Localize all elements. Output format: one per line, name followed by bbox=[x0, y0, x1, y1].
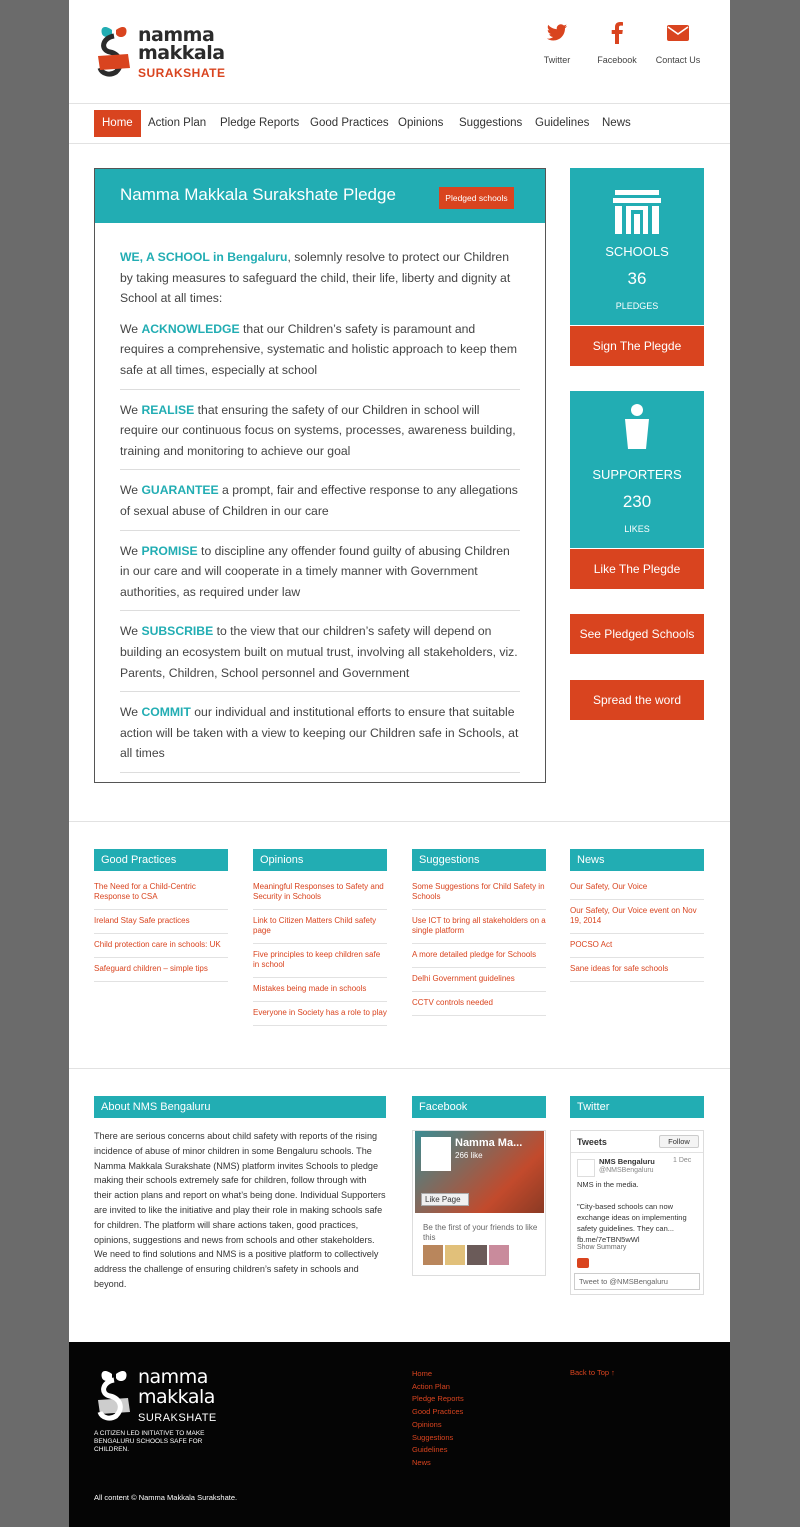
column-link[interactable]: Everyone in Society has a role to play bbox=[253, 1008, 387, 1026]
facebook-icon bbox=[611, 22, 623, 44]
nav-opinions[interactable]: Opinions bbox=[398, 117, 444, 129]
pledge-item-keyword: REALISE bbox=[141, 402, 195, 417]
tweet-text-body: "City-based schools can now exchange ideas on implementing safety guidelines. They can... fb.me/7eTBN5wWl bbox=[577, 1202, 687, 1244]
facebook-like-page-button[interactable]: Like Page bbox=[421, 1193, 469, 1206]
divider bbox=[69, 821, 730, 822]
column-link[interactable]: Use ICT to bring all stakeholders on a single platform bbox=[412, 916, 546, 944]
column-link[interactable]: A more detailed pledge for Schools bbox=[412, 950, 546, 968]
friend-avatar[interactable] bbox=[489, 1245, 509, 1265]
pledge-title: Namma Makkala Surakshate Pledge bbox=[120, 185, 396, 204]
pledge-item-keyword: SUBSCRIBE bbox=[141, 624, 214, 639]
nav-home[interactable]: Home bbox=[94, 110, 141, 137]
twitter-follow-button[interactable]: Follow bbox=[659, 1135, 699, 1148]
facebook-page-name[interactable]: Namma Ma... bbox=[455, 1137, 523, 1149]
column-link[interactable]: Mistakes being made in schools bbox=[253, 984, 387, 1002]
facebook-like-count: 266 like bbox=[455, 1151, 483, 1160]
twitter-section bbox=[570, 1096, 704, 1118]
page bbox=[69, 0, 730, 1527]
show-summary-link[interactable]: Show Summary bbox=[577, 1244, 627, 1251]
schools-stat-card bbox=[570, 168, 704, 325]
supporters-sub: LIKES bbox=[624, 524, 650, 534]
nav-guidelines[interactable]: Guidelines bbox=[535, 117, 590, 129]
pledge-item-text: that our Children’s safety is paramount and requires a comprehensive, systematic and holistic approach to keep them safe at all times, especially at school bbox=[120, 321, 517, 377]
supporters-label: SUPPORTERS bbox=[592, 467, 682, 482]
site-footer bbox=[69, 1342, 730, 1527]
pledge-intro bbox=[120, 247, 520, 309]
contact-us-link[interactable] bbox=[648, 22, 708, 68]
spread-the-word-button[interactable]: Spread the word bbox=[570, 680, 704, 720]
twitter-link-label: Twitter bbox=[543, 55, 571, 65]
pledge-item bbox=[120, 480, 520, 530]
footer-link-home[interactable]: Home bbox=[412, 1369, 433, 1378]
logo-line-2: makkala bbox=[138, 42, 225, 64]
news-column bbox=[570, 849, 704, 988]
footer-nav bbox=[412, 1368, 464, 1470]
column-link[interactable]: Sane ideas for safe schools bbox=[570, 964, 704, 982]
site-logo[interactable] bbox=[94, 20, 254, 84]
person-icon bbox=[622, 403, 652, 451]
pledge-item bbox=[120, 702, 520, 773]
footer-link-action-plan[interactable]: Action Plan bbox=[412, 1381, 450, 1391]
mail-icon bbox=[667, 22, 689, 44]
column-link[interactable]: The Need for a Child-Centric Response to CSA bbox=[94, 882, 228, 910]
footer-logo-line-3: SURAKSHATE bbox=[138, 1412, 217, 1424]
pledge-item bbox=[120, 621, 520, 692]
twitter-heading: Twitter bbox=[570, 1096, 704, 1118]
about-text: There are serious concerns about child safety with reports of the rising incidence of abuse of minor children in some Bengaluru schools. The Namma Makkala Surakshate (NMS) platform invites Schools to pledge making their schools extremely safe for children, follow through with their action plans and report on what’s being done. Individual Supporters are invited to like the initiative and play their role in making schools safe for children. The platform will share actions taken, good practices, opinions, suggestions and news from schools and other stakeholders. We need to find solutions and NMS is a positive platform to collectively address the challenge of ensuring children’s safety in schools and beyond. bbox=[94, 1131, 386, 1289]
column-heading: Opinions bbox=[253, 849, 387, 871]
tweet-author[interactable]: NMS Bengaluru bbox=[599, 1157, 655, 1166]
tweet-text-line: NMS in the media. bbox=[577, 1180, 639, 1189]
footer-logo-mark-icon bbox=[94, 1364, 134, 1428]
logo-line-3: SURAKSHATE bbox=[138, 66, 226, 80]
footer-link-news[interactable]: News bbox=[412, 1457, 431, 1467]
pledge-item-text: a prompt, fair and effective response to any allegations of sexual abuse of Children in our care bbox=[120, 483, 518, 518]
footer-logo-line-2: makkala bbox=[138, 1386, 215, 1408]
column-link[interactable]: Meaningful Responses to Safety and Security in Schools bbox=[253, 882, 387, 910]
contact-us-label: Contact Us bbox=[655, 55, 701, 65]
pledge-item-keyword: ACKNOWLEDGE bbox=[141, 321, 240, 336]
supporters-stat-card bbox=[570, 391, 704, 548]
footer-link-pledge-reports[interactable]: Pledge Reports bbox=[412, 1394, 464, 1404]
twitter-widget bbox=[570, 1130, 704, 1295]
pledge-item bbox=[120, 541, 520, 612]
column-heading: Good Practices bbox=[94, 849, 228, 871]
pledge-item-text: our individual and institutional efforts to ensure that suitable action will be taken with a view to keeping our Children safe in Schools, at all times bbox=[120, 705, 519, 761]
divider bbox=[571, 1152, 703, 1153]
schools-label: SCHOOLS bbox=[605, 244, 669, 259]
pledge-item-prefix: We bbox=[120, 624, 142, 639]
pledge-item-text: to the view that our children’s safety will depend on building an ecosystem built on mutual trust, involving all stakeholders, viz. Parents, Children, School personnel and Government bbox=[120, 624, 518, 680]
divider bbox=[69, 1068, 730, 1069]
pledge-body bbox=[120, 247, 520, 783]
column-link[interactable]: Ireland Stay Safe practices bbox=[94, 916, 228, 934]
like-pledge-button[interactable]: Like The Plegde bbox=[570, 549, 704, 589]
copyright-text: All content © Namma Makkala Surakshate. bbox=[94, 1493, 238, 1502]
about-section bbox=[94, 1096, 386, 1292]
pledge-item-text: to discipline any offender found guilty of abusing Children in our care and will cooperate in a timely manner with Government authorities, as required under law bbox=[120, 543, 510, 599]
pledge-panel bbox=[94, 168, 546, 783]
nav-pledge-reports[interactable]: Pledge Reports bbox=[220, 117, 300, 129]
pledge-item-prefix: We bbox=[120, 705, 142, 720]
tweet-to-input[interactable]: Tweet to @NMSBengaluru bbox=[574, 1273, 700, 1290]
column-link[interactable]: Delhi Government guidelines bbox=[412, 974, 546, 992]
schools-sub: PLEDGES bbox=[615, 301, 659, 311]
facebook-page-avatar bbox=[421, 1137, 451, 1171]
twitter-icon bbox=[546, 22, 568, 44]
logo-mark-icon bbox=[94, 20, 134, 84]
column-link[interactable]: Some Suggestions for Child Safety in Schools bbox=[412, 882, 546, 910]
main-nav bbox=[69, 104, 730, 144]
column-link[interactable]: CCTV controls needed bbox=[412, 998, 546, 1016]
pledge-item bbox=[120, 400, 520, 471]
nav-good-practices[interactable]: Good Practices bbox=[310, 117, 389, 129]
site-header bbox=[69, 0, 730, 104]
friend-avatar[interactable] bbox=[423, 1245, 443, 1265]
facebook-section bbox=[412, 1096, 546, 1118]
twitter-avatar[interactable] bbox=[577, 1159, 595, 1177]
facebook-friends-text: Be the first of your friends to like this bbox=[423, 1223, 538, 1242]
friend-avatar[interactable] bbox=[445, 1245, 465, 1265]
school-building-icon bbox=[613, 190, 661, 234]
pledged-schools-button[interactable]: Pledged schools bbox=[439, 187, 514, 209]
column-link[interactable]: Link to Citizen Matters Child safety page bbox=[253, 916, 387, 944]
about-heading: About NMS Bengaluru bbox=[94, 1096, 386, 1118]
retweet-icon[interactable] bbox=[577, 1258, 589, 1268]
column-link[interactable]: Our Safety, Our Voice event on Nov 19, 2014 bbox=[570, 906, 704, 934]
pledge-item-prefix: We bbox=[120, 402, 142, 417]
back-to-top-link[interactable]: Back to Top ↑ bbox=[570, 1368, 615, 1377]
pledge-item-prefix: We bbox=[120, 543, 142, 558]
column-link[interactable]: Safeguard children – simple tips bbox=[94, 964, 228, 982]
logo-line-1: namma bbox=[138, 24, 215, 46]
column-heading: News bbox=[570, 849, 704, 871]
pledge-item-prefix: We bbox=[120, 483, 142, 498]
sign-pledge-button[interactable]: Sign The Plegde bbox=[570, 326, 704, 366]
tweet-handle[interactable]: @NMSBengaluru bbox=[599, 1167, 654, 1174]
nav-action-plan[interactable]: Action Plan bbox=[148, 117, 207, 129]
pledge-item-prefix: We bbox=[120, 321, 142, 336]
pledge-item-keyword: PROMISE bbox=[141, 543, 198, 558]
facebook-widget bbox=[412, 1130, 546, 1276]
facebook-heading: Facebook bbox=[412, 1096, 546, 1118]
pledge-item bbox=[120, 319, 520, 390]
footer-link-guidelines[interactable]: Guidelines bbox=[412, 1445, 448, 1455]
facebook-cover-image bbox=[415, 1131, 544, 1213]
pledge-item-text: that ensuring the safety of our Children in school will require our continuous focus on systems, processes, awareness building, training and monitoring to achieve our goal bbox=[120, 402, 516, 458]
column-link[interactable]: Our Safety, Our Voice bbox=[570, 882, 704, 900]
column-link[interactable]: Child protection care in schools: UK bbox=[94, 940, 228, 958]
suggestions-column bbox=[412, 849, 546, 1022]
column-heading: Suggestions bbox=[412, 849, 546, 871]
see-pledged-schools-button[interactable]: See Pledged Schools bbox=[570, 614, 704, 654]
nav-news[interactable]: News bbox=[602, 117, 631, 129]
footer-logo-line-1: namma bbox=[138, 1366, 208, 1388]
facebook-link[interactable] bbox=[587, 22, 647, 68]
nav-suggestions[interactable]: Suggestions bbox=[459, 117, 523, 129]
opinions-column bbox=[253, 849, 387, 1032]
footer-link-suggestions[interactable]: Suggestions bbox=[412, 1432, 454, 1442]
friend-avatar[interactable] bbox=[467, 1245, 487, 1265]
footer-link-opinions[interactable]: Opinions bbox=[412, 1419, 442, 1429]
schools-count: 36 bbox=[627, 269, 647, 288]
supporters-count: 230 bbox=[622, 492, 652, 511]
tweets-heading: Tweets bbox=[577, 1137, 607, 1147]
footer-tagline: A CITIZEN LED INITIATIVE TO MAKE BENGALURU SCHOOLS SAFE FOR CHILDREN. bbox=[94, 1430, 205, 1453]
pledge-intro-text: , solemnly resolve to protect our Children by taking measures to safeguard the child, their life, liberty and dignity at School at all times: bbox=[120, 250, 511, 306]
column-link[interactable]: POCSO Act bbox=[570, 940, 704, 958]
column-link[interactable]: Five principles to keep children safe in school bbox=[253, 950, 387, 978]
good-practices-column bbox=[94, 849, 228, 988]
tweet-date[interactable]: 1 Dec bbox=[673, 1157, 692, 1164]
twitter-link[interactable] bbox=[527, 22, 587, 68]
footer-link-good-practices[interactable]: Good Practices bbox=[412, 1407, 464, 1417]
pledge-item-keyword: GUARANTEE bbox=[141, 483, 219, 498]
pledge-item-keyword: COMMIT bbox=[141, 705, 191, 720]
pledge-header bbox=[95, 169, 545, 223]
facebook-link-label: Facebook bbox=[597, 55, 637, 65]
pledge-intro-keyword: WE, A SCHOOL in Bengaluru bbox=[120, 250, 288, 264]
